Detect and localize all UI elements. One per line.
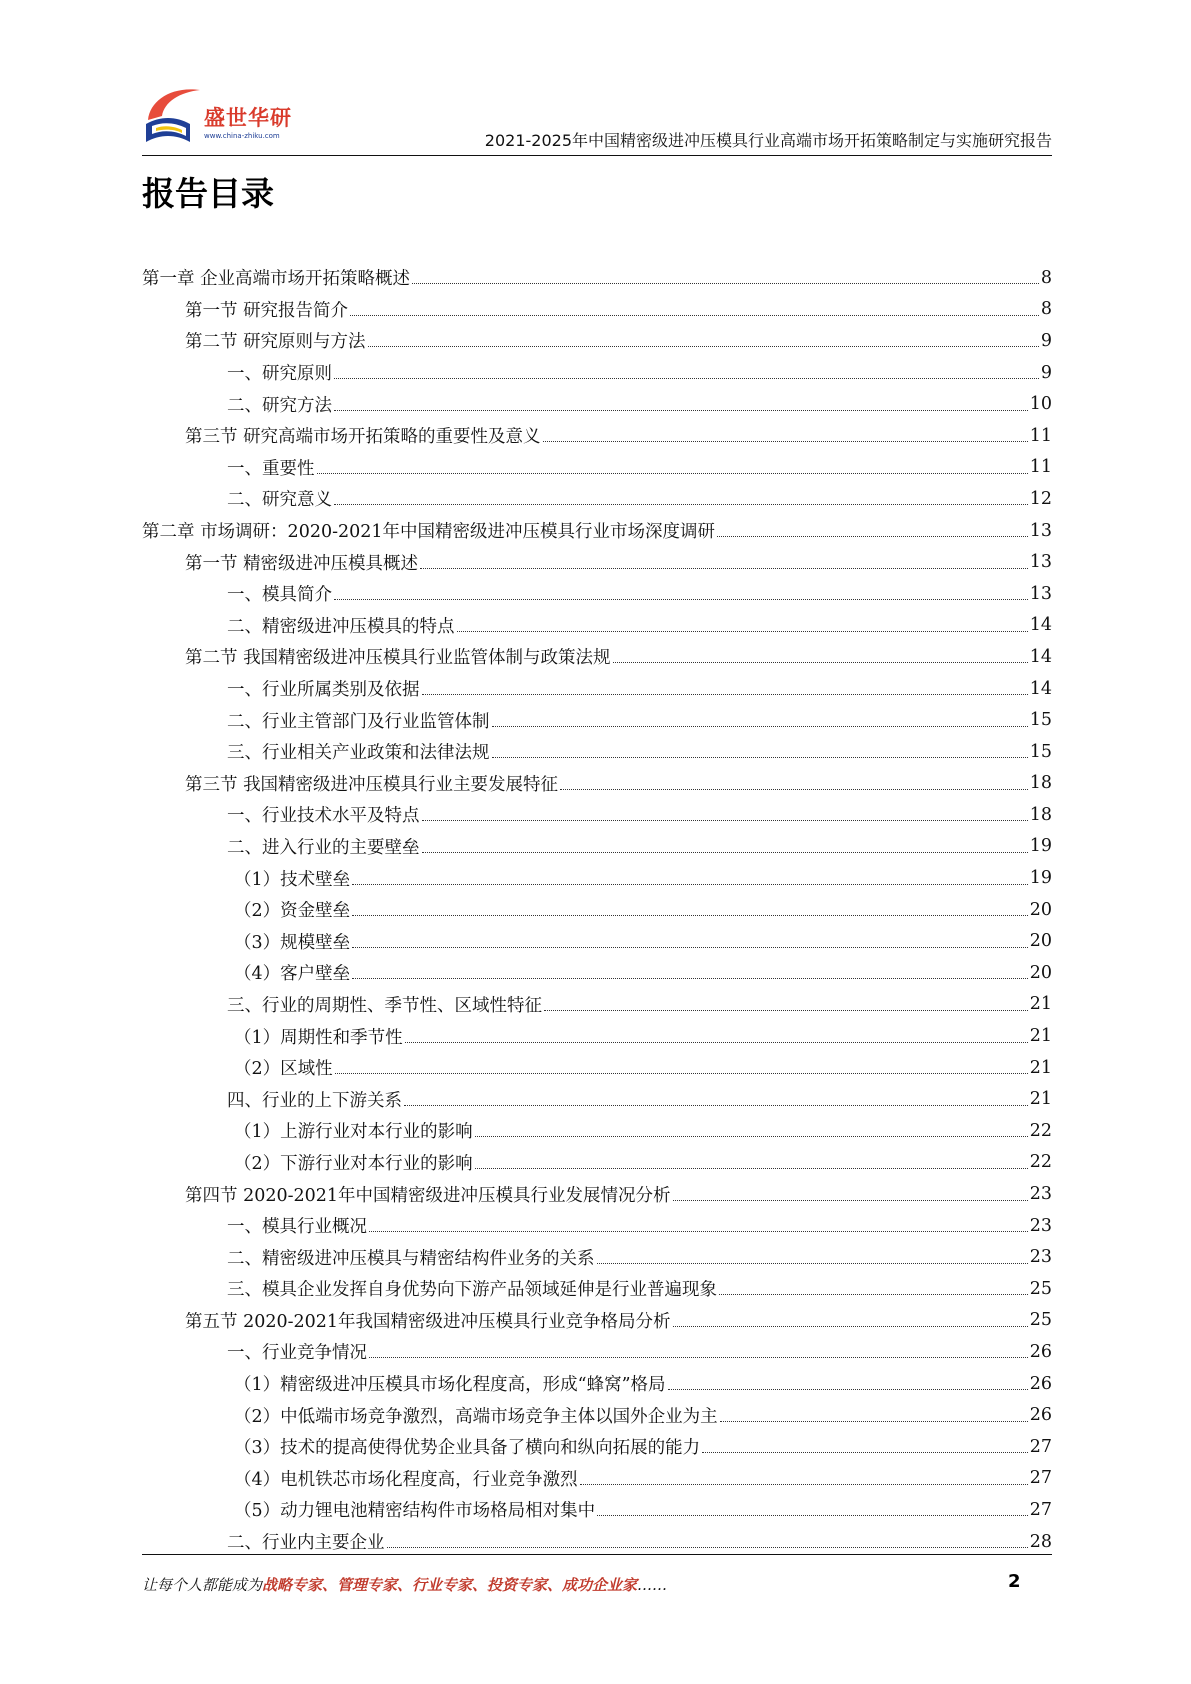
toc-entry[interactable]: [142, 546, 1052, 578]
toc-entry-page: 25: [1029, 1310, 1052, 1331]
toc-entry[interactable]: [142, 483, 1052, 515]
page-header: [142, 80, 1052, 152]
toc-entry-page: 13: [1029, 583, 1052, 604]
toc-dot-leader: [597, 1263, 1028, 1264]
toc-entry[interactable]: [142, 1083, 1052, 1115]
toc-entry[interactable]: [142, 1115, 1052, 1147]
toc-entry-label: （1）精密级进冲压模具市场化程度高，形成“蜂窝”格局: [234, 1375, 666, 1396]
toc-entry-page: 20: [1029, 899, 1052, 920]
toc-entry-page: 20: [1029, 931, 1052, 952]
toc-entry-page: 26: [1029, 1341, 1052, 1362]
toc-entry-label: 一、模具简介: [227, 585, 332, 606]
toc-entry[interactable]: [142, 325, 1052, 357]
toc-dot-leader: [352, 978, 1028, 979]
toc-dot-leader: [457, 631, 1028, 632]
toc-entry[interactable]: [142, 1494, 1052, 1526]
table-of-contents: [142, 262, 1052, 1557]
toc-entry-page: 15: [1029, 710, 1052, 731]
slogan-emphasis: 战略专家、管理专家、行业专家、投资专家、成功企业家: [262, 1576, 638, 1594]
toc-entry[interactable]: [142, 262, 1052, 294]
logo-url: www.china-zhiku.com: [204, 132, 280, 140]
toc-entry-page: 14: [1029, 646, 1052, 667]
toc-dot-leader: [334, 504, 1028, 505]
toc-entry-label: 第二章 市场调研：2020-2021年中国精密级进冲压模具行业市场深度调研: [142, 522, 716, 543]
toc-dot-leader: [492, 757, 1028, 758]
slogan-suffix: ……: [637, 1576, 668, 1594]
toc-entry[interactable]: [142, 925, 1052, 957]
toc-dot-leader: [543, 441, 1028, 442]
toc-entry[interactable]: [142, 799, 1052, 831]
toc-dot-leader: [560, 789, 1028, 790]
toc-entry-label: 第一节 研究报告简介: [185, 300, 349, 321]
toc-entry-label: 一、研究原则: [227, 364, 332, 385]
toc-dot-leader: [334, 378, 1039, 379]
page-number: 2: [1008, 1571, 1021, 1592]
toc-entry-page: 21: [1029, 1057, 1052, 1078]
toc-entry[interactable]: [142, 1336, 1052, 1368]
toc-dot-leader: [422, 820, 1028, 821]
toc-entry-page: 21: [1029, 1089, 1052, 1110]
toc-entry[interactable]: [142, 989, 1052, 1021]
toc-entry-page: 19: [1029, 868, 1052, 889]
toc-entry-page: 11: [1029, 425, 1052, 446]
toc-entry-page: 22: [1029, 1152, 1052, 1173]
toc-entry[interactable]: [142, 388, 1052, 420]
toc-entry-page: 21: [1029, 994, 1052, 1015]
toc-entry[interactable]: [142, 1020, 1052, 1052]
toc-entry-page: 20: [1029, 962, 1052, 983]
toc-entry-label: 二、研究意义: [227, 490, 332, 511]
toc-entry-label: （3）技术的提高使得优势企业具备了横向和纵向拓展的能力: [234, 1438, 701, 1459]
toc-entry[interactable]: [142, 862, 1052, 894]
toc-entry-label: 三、模具企业发挥自身优势向下游产品领域延伸是行业普遍现象: [227, 1280, 717, 1301]
toc-entry-label: 第二节 我国精密级进冲压模具行业监管体制与政策法规: [185, 648, 611, 669]
toc-entry-label: （1）技术壁垒: [234, 869, 351, 890]
toc-dot-leader: [352, 947, 1028, 948]
toc-entry-page: 26: [1029, 1373, 1052, 1394]
toc-entry-label: 第三节 我国精密级进冲压模具行业主要发展特征: [185, 774, 559, 795]
toc-dot-leader: [352, 884, 1028, 885]
toc-entry[interactable]: [142, 357, 1052, 389]
toc-entry-label: 第五节 2020-2021年我国精密级进冲压模具行业竞争格局分析: [185, 1311, 671, 1332]
toc-entry[interactable]: [142, 1178, 1052, 1210]
toc-entry[interactable]: [142, 1273, 1052, 1305]
toc-dot-leader: [492, 726, 1028, 727]
slogan-prefix: 让每个人都能成为: [142, 1576, 263, 1594]
toc-entry-page: 27: [1029, 1468, 1052, 1489]
toc-dot-leader: [702, 1452, 1028, 1453]
toc-entry-label: （1）周期性和季节性: [234, 1027, 403, 1048]
toc-entry-label: 一、重要性: [227, 458, 315, 479]
toc-entry-page: 23: [1029, 1184, 1052, 1205]
toc-entry-page: 14: [1029, 678, 1052, 699]
toc-dot-leader: [544, 1010, 1028, 1011]
toc-entry-page: 13: [1029, 552, 1052, 573]
toc-entry-label: 二、精密级进冲压模具的特点: [227, 616, 455, 637]
toc-entry[interactable]: [142, 452, 1052, 484]
page-title: 报告目录: [142, 174, 274, 213]
toc-dot-leader: [719, 1294, 1028, 1295]
toc-entry-label: 一、模具行业概况: [227, 1217, 367, 1238]
toc-dot-leader: [673, 1200, 1028, 1201]
toc-dot-leader: [422, 694, 1028, 695]
toc-entry[interactable]: [142, 957, 1052, 989]
toc-dot-leader: [369, 1357, 1028, 1358]
toc-entry[interactable]: [142, 894, 1052, 926]
toc-dot-leader: [412, 283, 1039, 284]
toc-entry-label: （3）规模壁垒: [234, 932, 351, 953]
toc-entry-page: 27: [1029, 1436, 1052, 1457]
toc-dot-leader: [335, 1073, 1028, 1074]
toc-entry[interactable]: [142, 610, 1052, 642]
toc-dot-leader: [717, 536, 1028, 537]
toc-entry-page: 23: [1029, 1247, 1052, 1268]
toc-dot-leader: [334, 599, 1028, 600]
toc-entry-page: 9: [1040, 330, 1052, 351]
toc-entry[interactable]: [142, 1526, 1052, 1558]
toc-dot-leader: [597, 1515, 1028, 1516]
toc-entry[interactable]: [142, 641, 1052, 673]
toc-entry[interactable]: [142, 768, 1052, 800]
company-logo: [142, 80, 312, 150]
footer-divider: [142, 1554, 1052, 1555]
toc-entry-page: 27: [1029, 1499, 1052, 1520]
document-title: 2021-2025年中国精密级进冲压模具行业高端市场开拓策略制定与实施研究报告: [484, 131, 1052, 150]
toc-entry-label: （2）中低端市场竞争激烈，高端市场竞争主体以国外企业为主: [234, 1406, 718, 1427]
toc-entry-label: 一、行业所属类别及依据: [227, 680, 420, 701]
toc-entry[interactable]: [142, 736, 1052, 768]
toc-entry-label: （2）区域性: [234, 1059, 333, 1080]
toc-entry-label: （4）客户壁垒: [234, 964, 351, 985]
toc-entry[interactable]: [142, 1241, 1052, 1273]
toc-entry-label: 一、行业技术水平及特点: [227, 806, 420, 827]
toc-entry-page: 22: [1029, 1120, 1052, 1141]
toc-entry[interactable]: [142, 673, 1052, 705]
toc-dot-leader: [420, 568, 1028, 569]
toc-entry-page: 13: [1029, 520, 1052, 541]
toc-entry-label: 第四节 2020-2021年中国精密级进冲压模具行业发展情况分析: [185, 1185, 671, 1206]
toc-entry-label: 二、精密级进冲压模具与精密结构件业务的关系: [227, 1248, 595, 1269]
toc-entry[interactable]: [142, 1305, 1052, 1337]
toc-entry-label: （2）资金壁垒: [234, 901, 351, 922]
toc-entry-label: 四、行业的上下游关系: [227, 1090, 402, 1111]
toc-dot-leader: [475, 1168, 1028, 1169]
toc-entry[interactable]: [142, 294, 1052, 326]
toc-entry-label: （5）动力锂电池精密结构件市场格局相对集中: [234, 1501, 596, 1522]
toc-entry-page: 14: [1029, 615, 1052, 636]
toc-entry-page: 18: [1029, 773, 1052, 794]
toc-dot-leader: [720, 1421, 1028, 1422]
toc-entry-label: （4）电机铁芯市场化程度高，行业竞争激烈: [234, 1469, 578, 1490]
toc-dot-leader: [350, 315, 1039, 316]
toc-entry[interactable]: [142, 515, 1052, 547]
header-divider: [142, 155, 1052, 156]
toc-dot-leader: [673, 1326, 1028, 1327]
toc-entry[interactable]: [142, 578, 1052, 610]
toc-entry[interactable]: [142, 704, 1052, 736]
toc-entry-page: 19: [1029, 836, 1052, 857]
toc-entry-page: 28: [1029, 1531, 1052, 1552]
toc-entry-page: 11: [1029, 457, 1052, 478]
toc-entry-label: 第一章 企业高端市场开拓策略概述: [142, 269, 411, 290]
toc-entry-label: 三、行业的周期性、季节性、区域性特征: [227, 995, 542, 1016]
toc-dot-leader: [404, 1105, 1028, 1106]
toc-dot-leader: [368, 346, 1039, 347]
toc-dot-leader: [387, 1547, 1028, 1548]
toc-entry-label: 一、行业竞争情况: [227, 1343, 367, 1364]
toc-dot-leader: [369, 1231, 1028, 1232]
logo-text: 盛世华研: [204, 106, 292, 130]
toc-entry-label: 第二节 研究原则与方法: [185, 332, 366, 353]
toc-entry[interactable]: [142, 1368, 1052, 1400]
toc-dot-leader: [317, 473, 1028, 474]
toc-entry-label: 三、行业相关产业政策和法律法规: [227, 743, 490, 764]
toc-entry-page: 25: [1029, 1278, 1052, 1299]
toc-dot-leader: [352, 915, 1028, 916]
toc-dot-leader: [580, 1484, 1028, 1485]
toc-dot-leader: [422, 852, 1028, 853]
toc-entry-page: 10: [1029, 394, 1052, 415]
toc-entry-page: 23: [1029, 1215, 1052, 1236]
toc-dot-leader: [334, 410, 1028, 411]
toc-entry-page: 8: [1040, 299, 1052, 320]
toc-entry[interactable]: [142, 1463, 1052, 1495]
toc-entry[interactable]: [142, 1399, 1052, 1431]
toc-entry-page: 21: [1029, 1026, 1052, 1047]
toc-dot-leader: [405, 1042, 1028, 1043]
toc-entry[interactable]: [142, 420, 1052, 452]
toc-dot-leader: [613, 662, 1028, 663]
toc-entry-label: （1）上游行业对本行业的影响: [234, 1122, 473, 1143]
footer-slogan: [142, 1574, 667, 1595]
toc-entry[interactable]: [142, 1147, 1052, 1179]
toc-entry-label: 二、研究方法: [227, 395, 332, 416]
toc-entry[interactable]: [142, 831, 1052, 863]
toc-entry-page: 18: [1029, 804, 1052, 825]
toc-entry-page: 9: [1040, 362, 1052, 383]
toc-entry-label: 二、进入行业的主要壁垒: [227, 837, 420, 858]
toc-dot-leader: [668, 1389, 1028, 1390]
toc-entry-page: 12: [1029, 488, 1052, 509]
toc-entry-label: （2）下游行业对本行业的影响: [234, 1153, 473, 1174]
toc-entry-page: 26: [1029, 1405, 1052, 1426]
toc-entry[interactable]: [142, 1210, 1052, 1242]
toc-entry[interactable]: [142, 1431, 1052, 1463]
toc-entry-page: 8: [1040, 267, 1052, 288]
toc-entry-page: 15: [1029, 741, 1052, 762]
toc-entry[interactable]: [142, 1052, 1052, 1084]
toc-dot-leader: [475, 1136, 1028, 1137]
toc-entry-label: 第一节 精密级进冲压模具概述: [185, 553, 419, 574]
toc-entry-label: 二、行业内主要企业: [227, 1533, 385, 1554]
toc-entry-label: 二、行业主管部门及行业监管体制: [227, 711, 490, 732]
toc-entry-label: 第三节 研究高端市场开拓策略的重要性及意义: [185, 427, 541, 448]
